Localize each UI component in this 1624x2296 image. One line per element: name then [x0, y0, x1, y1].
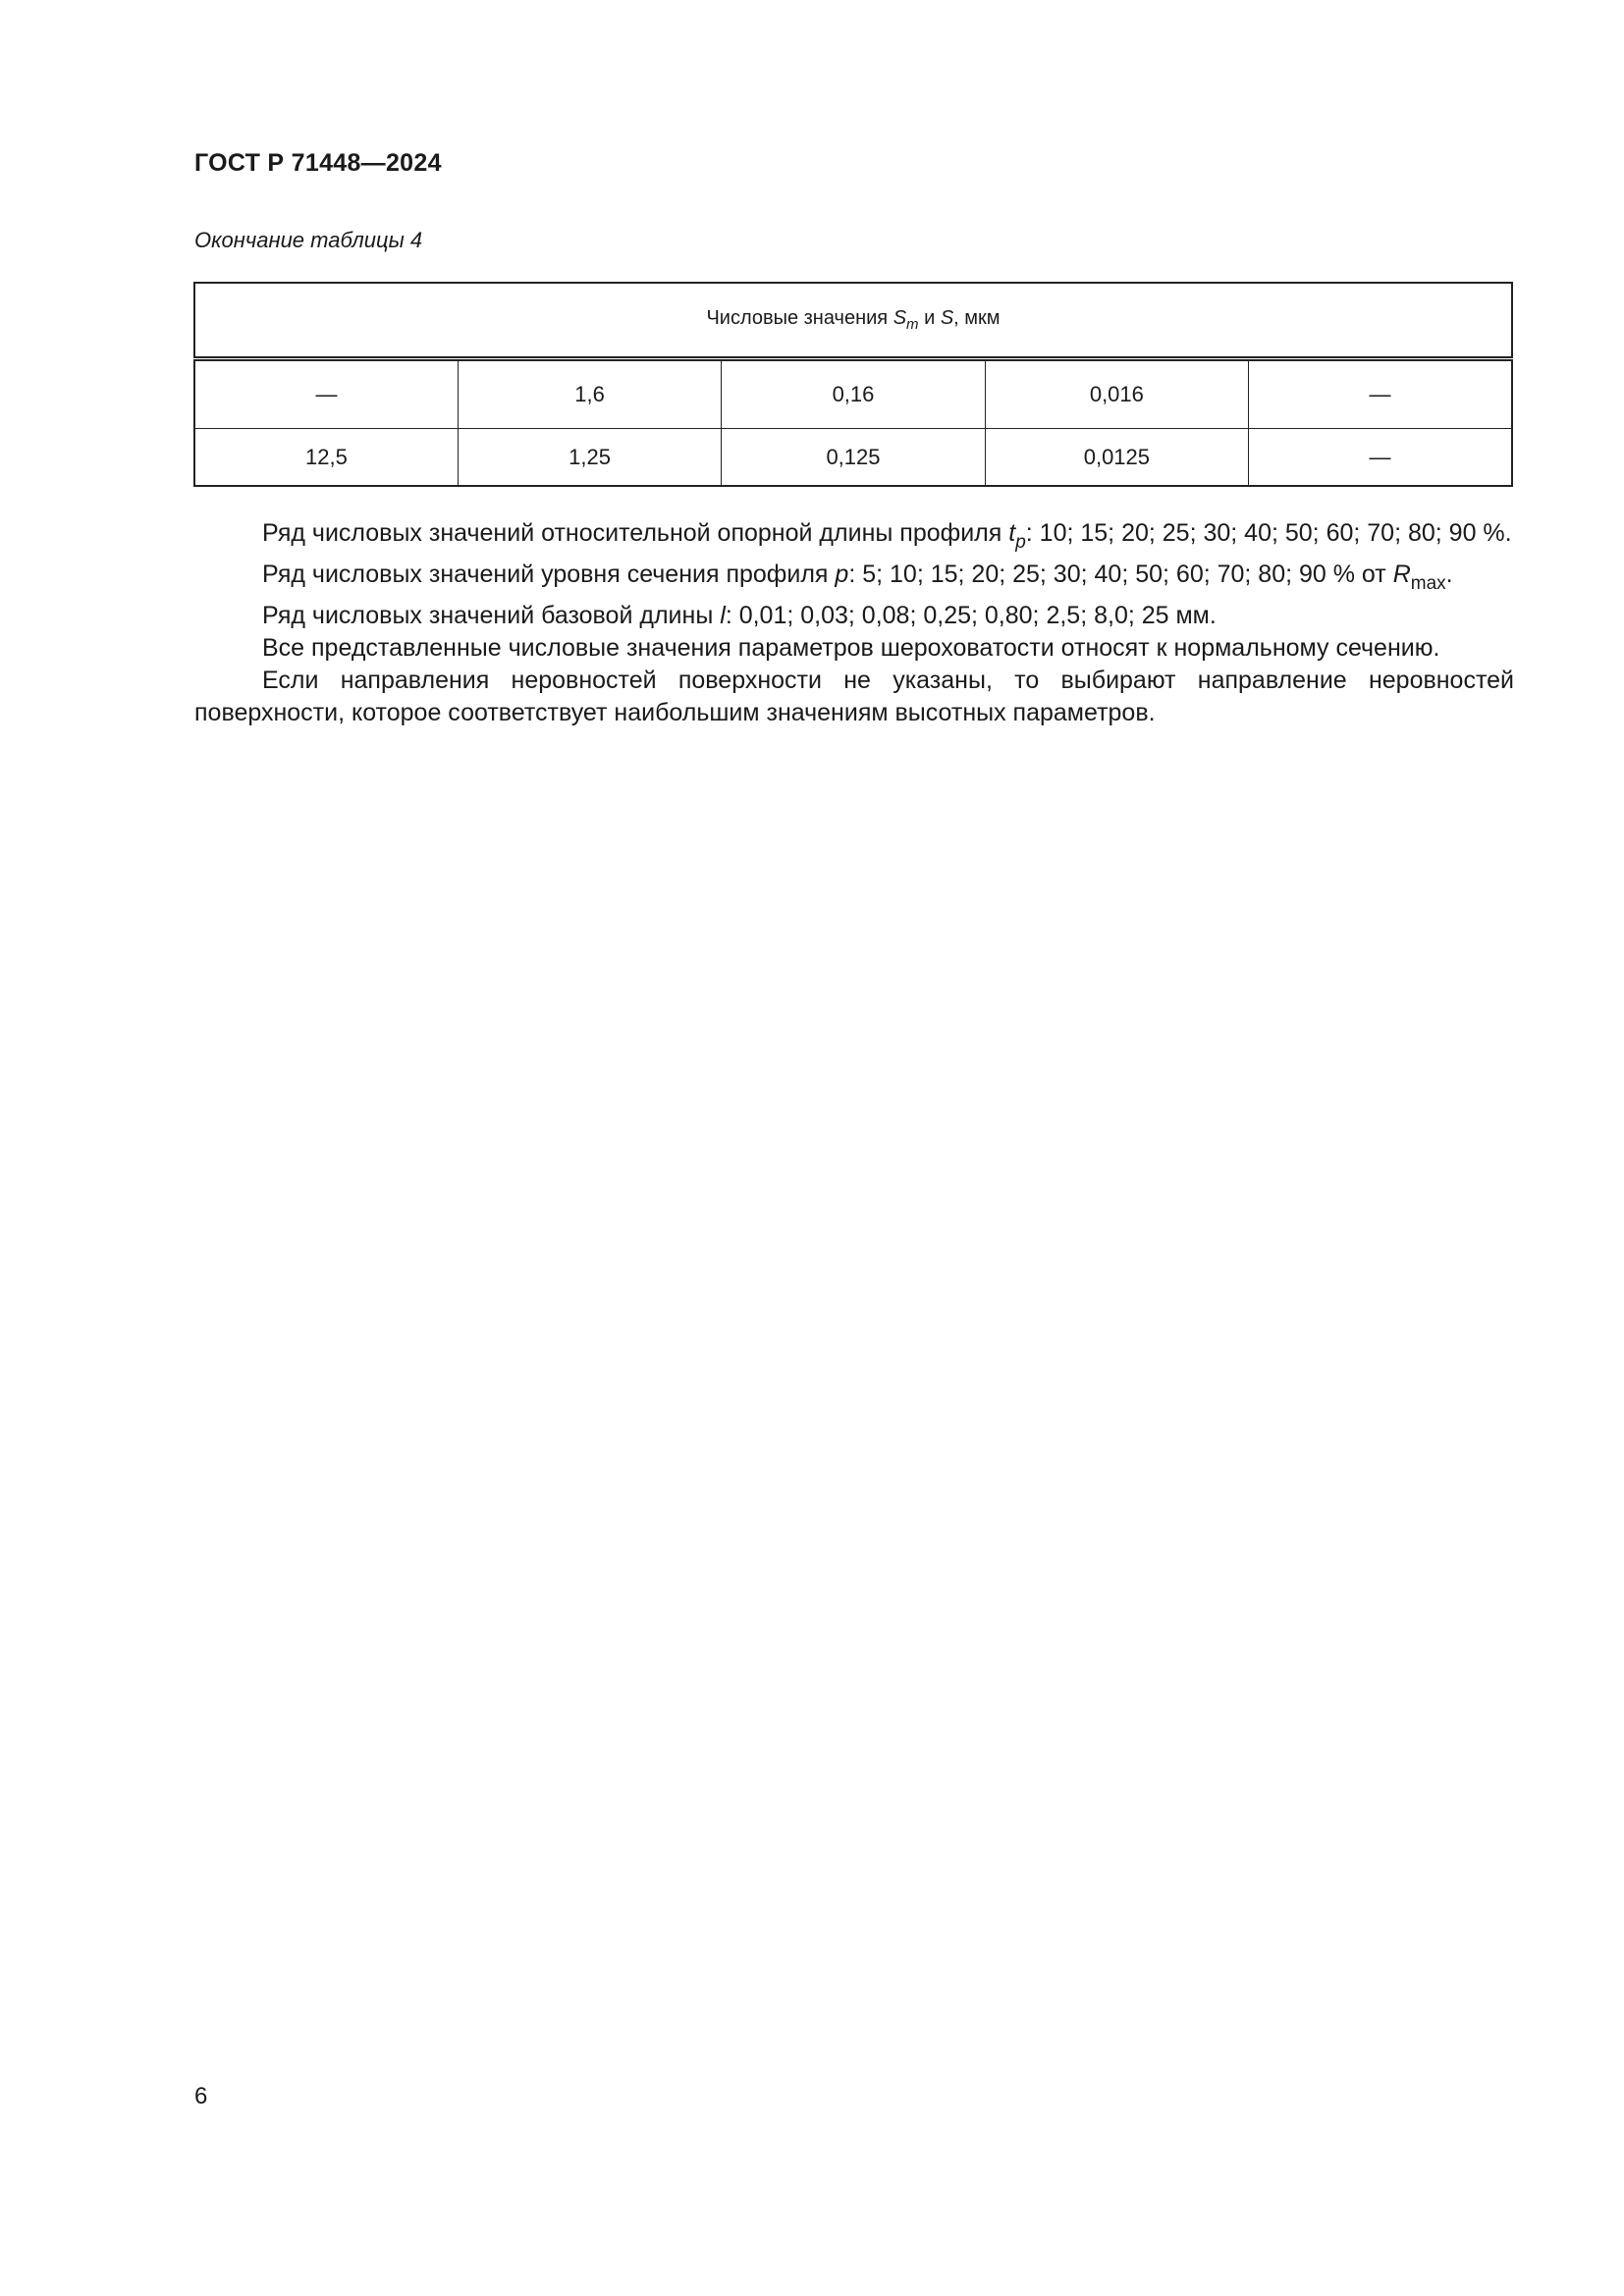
table-cell: 12,5: [194, 429, 458, 487]
table-cell: —: [1249, 359, 1512, 429]
symbol-p: p: [835, 561, 849, 588]
text-fragment: .: [1445, 561, 1453, 588]
body-text: [194, 517, 1514, 729]
table-row: [194, 429, 1512, 487]
header-text-mid: и: [918, 307, 941, 329]
table-cell: 1,6: [458, 359, 721, 429]
table-caption: Окончание таблицы 4: [194, 228, 423, 252]
text-fragment: : 0,01; 0,03; 0,08; 0,25; 0,80; 2,5; 8,0; 25 мм.: [725, 602, 1217, 629]
header-subscript-m: m: [906, 316, 919, 333]
paragraph-tp-series: [194, 517, 1514, 559]
symbol-t: t: [1008, 519, 1016, 547]
values-table: [193, 282, 1513, 487]
table-cell: 0,16: [722, 359, 985, 429]
table-header-row: [194, 283, 1512, 359]
header-text-pre: Числовые значения: [706, 307, 893, 329]
header-symbol-s2: S: [940, 307, 954, 329]
text-fragment: : 10; 15; 20; 25; 30; 40; 50; 60; 70; 80; 90 %.: [1025, 519, 1512, 547]
table-cell: 0,016: [985, 359, 1248, 429]
subscript-p: p: [1015, 532, 1026, 553]
text-fragment: Ряд числовых значений относительной опорной длины профиля: [262, 519, 1009, 547]
symbol-l: l: [720, 602, 726, 629]
text-fragment: Ряд числовых значений базовой длины: [262, 602, 721, 629]
page-number: 6: [194, 2083, 208, 2109]
table-row: [194, 359, 1512, 429]
table-cell: —: [1249, 429, 1512, 487]
text-fragment: Ряд числовых значений уровня сечения профиля: [262, 561, 836, 588]
header-text-post: , мкм: [953, 307, 1001, 329]
document-title: ГОСТ Р 71448—2024: [194, 149, 442, 177]
header-symbol-s: S: [893, 307, 907, 329]
subscript-max: max: [1410, 573, 1446, 594]
paragraph-l-series: [194, 600, 1514, 632]
table-cell: 0,0125: [985, 429, 1248, 487]
table-cell: —: [194, 359, 458, 429]
paragraph-direction: Если направления неровностей поверхности не указаны, то выбирают направление неровностей поверхности, которое соответствует наибольшим значениям высотных параметров.: [194, 667, 1514, 726]
table-cell: 0,125: [722, 429, 985, 487]
paragraph-p-series: [194, 559, 1514, 600]
text-fragment: : 5; 10; 15; 20; 25; 30; 40; 50; 60; 70; 80; 90 % от: [848, 561, 1393, 588]
table-cell: 1,25: [458, 429, 721, 487]
symbol-r: R: [1392, 561, 1411, 588]
paragraph-normal-section: Все представленные числовые значения параметров шероховатости относят к нормальному сечению.: [262, 634, 1440, 662]
table-header-cell: [194, 283, 1512, 359]
